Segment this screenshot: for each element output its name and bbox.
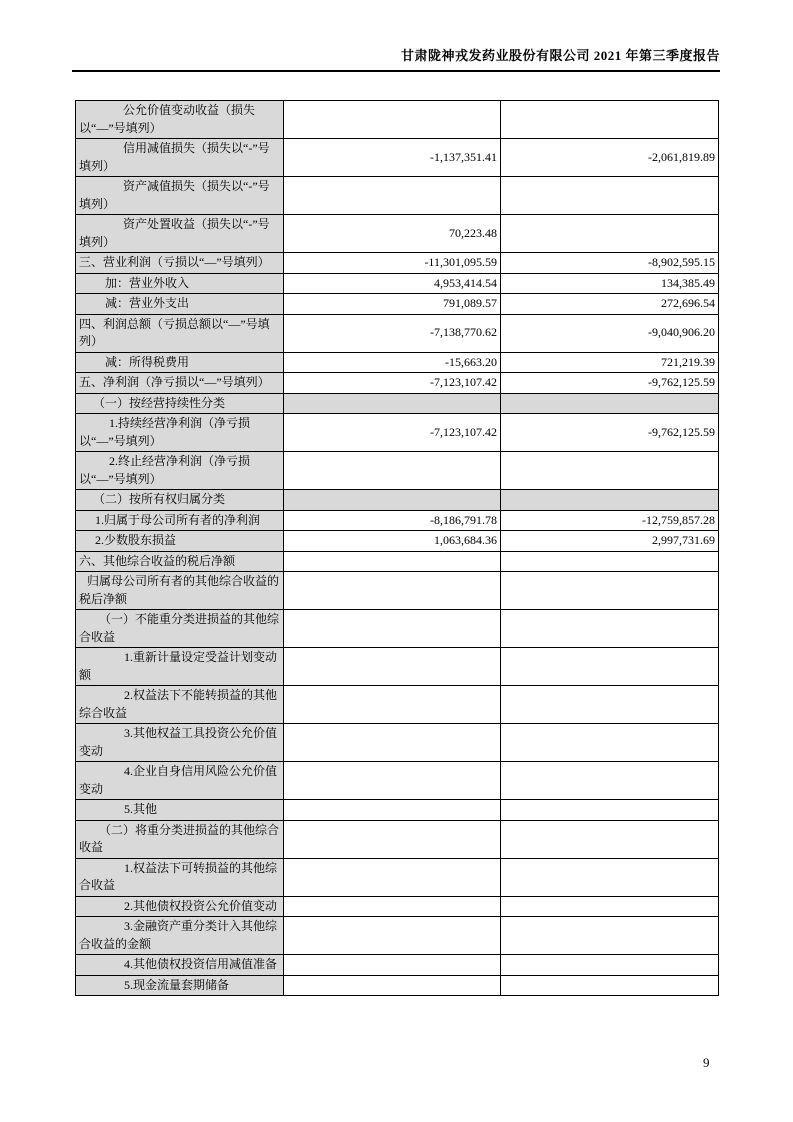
row-value2 [501,177,719,215]
row-label: 三、营业利润（亏损以“—”号填列） [76,253,284,274]
row-label: 1.归属于母公司所有者的净利润 [76,510,284,531]
row-label: 2.少数股东损益 [76,531,284,552]
row-value1 [284,490,501,511]
table-row [76,572,719,610]
income-statement-table-body [76,101,719,996]
row-value1 [284,101,501,139]
row-value2 [501,820,719,858]
row-value2 [501,975,719,996]
row-value1: -1,137,351.41 [284,139,501,177]
row-value1: -7,123,107.42 [284,373,501,394]
row-label: 四、利润总额（亏损总额以“—”号填列） [76,314,284,352]
table-row [76,917,719,955]
row-label: 归属母公司所有者的其他综合收益的税后净额 [76,572,284,610]
row-value1 [284,820,501,858]
table-row [76,273,719,294]
table-row [76,955,719,976]
row-value2 [501,572,719,610]
row-value2 [501,101,719,139]
row-label: 5.其他 [76,800,284,821]
report-header-title: 甘肃陇神戎发药业股份有限公司 2021 年第三季度报告 [400,48,720,63]
table-row [76,139,719,177]
row-label: 资产减值损失（损失以“-”号填列） [76,177,284,215]
row-value1: 1,063,684.36 [284,531,501,552]
table-row [76,215,719,253]
row-value1 [284,975,501,996]
table-row [76,896,719,917]
row-label: 信用减值损失（损失以“-”号填列） [76,139,284,177]
row-value1 [284,648,501,686]
row-value1: 70,223.48 [284,215,501,253]
table-row [76,531,719,552]
row-value1 [284,572,501,610]
table-row [76,253,719,274]
header-divider-rule [72,70,720,72]
row-value1 [284,452,501,490]
row-label: 5.现金流量套期储备 [76,975,284,996]
table-row [76,314,719,352]
table-row [76,414,719,452]
row-value2 [501,452,719,490]
row-label: 1.持续经营净利润（净亏损以“—”号填列） [76,414,284,452]
table-row [76,975,719,996]
row-value1 [284,858,501,896]
table-row [76,352,719,373]
row-value1: -7,123,107.42 [284,414,501,452]
table-row [76,373,719,394]
row-label: 2.其他债权投资公允价值变动 [76,896,284,917]
row-value2: -12,759,857.28 [501,510,719,531]
row-label: 资产处置收益（损失以“-”号填列） [76,215,284,253]
table-row [76,551,719,572]
table-row [76,490,719,511]
table-row [76,762,719,800]
row-label: 六、其他综合收益的税后净额 [76,551,284,572]
row-label: 2.终止经营净利润（净亏损以“—”号填列） [76,452,284,490]
row-value2 [501,858,719,896]
table-row [76,724,719,762]
row-value1 [284,610,501,648]
row-value2 [501,955,719,976]
row-value2 [501,648,719,686]
row-value1 [284,917,501,955]
row-value1 [284,177,501,215]
row-value1: 791,089.57 [284,294,501,315]
row-value1: 4,953,414.54 [284,273,501,294]
table-row [76,101,719,139]
table-row [76,820,719,858]
row-value1: -7,138,770.62 [284,314,501,352]
row-label: 4.企业自身信用风险公允价值变动 [76,762,284,800]
row-value2: 134,385.49 [501,273,719,294]
row-label: 3.其他权益工具投资公允价值变动 [76,724,284,762]
row-value2 [501,724,719,762]
row-value1 [284,393,501,414]
row-value2 [501,551,719,572]
row-label: 4.其他债权投资信用减值准备 [76,955,284,976]
row-label: 2.权益法下不能转损益的其他综合收益 [76,686,284,724]
row-value2 [501,917,719,955]
row-value1 [284,686,501,724]
row-label: 1.权益法下可转损益的其他综合收益 [76,858,284,896]
row-value2 [501,215,719,253]
table-row [76,648,719,686]
row-value2 [501,610,719,648]
row-value2: -9,762,125.59 [501,373,719,394]
row-label: （一）不能重分类进损益的其他综合收益 [76,610,284,648]
row-value1 [284,896,501,917]
row-label: 减：所得税费用 [76,352,284,373]
page-number: 9 [703,1055,710,1070]
row-label: 减：营业外支出 [76,294,284,315]
row-label: 3.金融资产重分类计入其他综合收益的金额 [76,917,284,955]
table-row [76,177,719,215]
row-value1 [284,551,501,572]
row-value2: -8,902,595.15 [501,253,719,274]
row-value2: 272,696.54 [501,294,719,315]
row-label: （二）按所有权归属分类 [76,490,284,511]
row-value1 [284,955,501,976]
table-row [76,294,719,315]
table-row [76,686,719,724]
table-row [76,510,719,531]
income-statement-table [75,100,719,996]
row-value1 [284,724,501,762]
table-row [76,452,719,490]
row-value2 [501,490,719,511]
row-label: 1.重新计量设定受益计划变动额 [76,648,284,686]
row-label: （二）将重分类进损益的其他综合收益 [76,820,284,858]
row-value2: 721,219.39 [501,352,719,373]
table-row [76,858,719,896]
table-row [76,393,719,414]
row-value1 [284,762,501,800]
row-value2 [501,393,719,414]
row-value2: -2,061,819.89 [501,139,719,177]
row-label: 五、净利润（净亏损以“—”号填列） [76,373,284,394]
row-value2: -9,040,906.20 [501,314,719,352]
row-value2: 2,997,731.69 [501,531,719,552]
row-label: 加：营业外收入 [76,273,284,294]
row-value1: -8,186,791.78 [284,510,501,531]
table-row [76,800,719,821]
row-value1: -11,301,095.59 [284,253,501,274]
row-value2 [501,896,719,917]
row-value2 [501,800,719,821]
row-value1: -15,663.20 [284,352,501,373]
row-value2: -9,762,125.59 [501,414,719,452]
row-value1 [284,800,501,821]
row-value2 [501,762,719,800]
row-label: 公允价值变动收益（损失以“—”号填列） [76,101,284,139]
row-label: （一）按经营持续性分类 [76,393,284,414]
table-row [76,610,719,648]
row-value2 [501,686,719,724]
